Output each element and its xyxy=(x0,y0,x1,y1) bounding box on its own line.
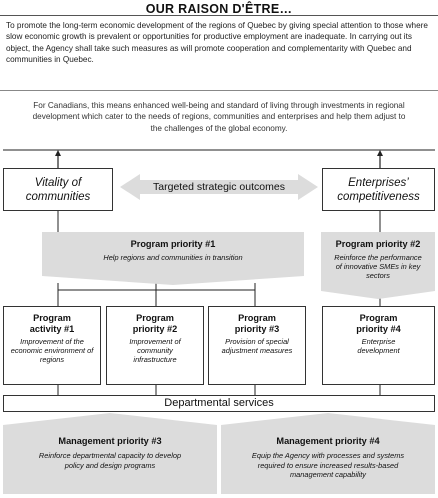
priority-2-title: Program priority #2 xyxy=(335,239,421,249)
priority-2-desc: Reinforce the performance of innovative SMEs in key sectors xyxy=(334,253,422,281)
program-1-title: Program activity #1 xyxy=(29,313,75,334)
program-box-2 xyxy=(106,306,204,385)
management-priority-3 xyxy=(10,436,210,470)
management-4-desc: Equip the Agency with processes and systems required to ensure increased results-based management capability xyxy=(251,451,405,479)
canadians-paragraph: For Canadians, this means enhanced well-being and standard of living through investments in regional development which cater to the needs of regions, communities and enterprises and help them adjust to the challenges of the global economy. xyxy=(32,101,406,133)
program-box-4 xyxy=(322,306,435,385)
departmental-services-bar xyxy=(3,395,435,412)
outcome-competitiveness-label: Enterprises’ competitiveness xyxy=(337,176,420,203)
program-3-desc: Provision of special adjustment measures xyxy=(221,337,293,356)
page-title: OUR RAISON D'ÊTRE… xyxy=(145,2,293,16)
outcome-box-competitiveness xyxy=(322,168,435,211)
priority-2 xyxy=(321,239,435,281)
program-4-title: Program priority #4 xyxy=(356,313,401,334)
management-4-title: Management priority #4 xyxy=(276,436,380,446)
management-3-title: Management priority #3 xyxy=(58,436,162,446)
program-2-desc: Improvement of community infrastructure xyxy=(129,337,181,365)
priority-1-title: Program priority #1 xyxy=(130,239,216,249)
management-3-desc: Reinforce departmental capacity to develop policy and design programs xyxy=(38,451,182,470)
raison-paragraph: To promote the long-term economic development of the regions of Quebec by giving special attention to those where slow economic growth is prevalent or opportunities for productive employment are inadequate. In carrying out its object, the Agency shall take such measures as will promote cooperation and complementarity with Quebec and communities in Quebec. xyxy=(6,21,428,64)
departmental-services-label: Departmental services xyxy=(164,397,274,409)
program-box-1 xyxy=(3,306,101,385)
program-box-3 xyxy=(208,306,306,385)
program-1-desc: Improvement of the economic environment of regions xyxy=(10,337,94,365)
priority-1 xyxy=(48,239,298,262)
management-priority-4 xyxy=(228,436,428,480)
program-3-title: Program priority #3 xyxy=(234,313,280,334)
priority-1-desc: Help regions and communities in transition xyxy=(103,253,243,262)
outcome-box-vitality xyxy=(3,168,113,211)
program-4-desc: Enterprise development xyxy=(357,337,400,356)
outcome-vitality-label: Vitality of communities xyxy=(25,176,91,203)
program-2-title: Program priority #2 xyxy=(132,313,178,334)
targeted-outcomes-label: Targeted strategic outcomes xyxy=(153,181,285,193)
